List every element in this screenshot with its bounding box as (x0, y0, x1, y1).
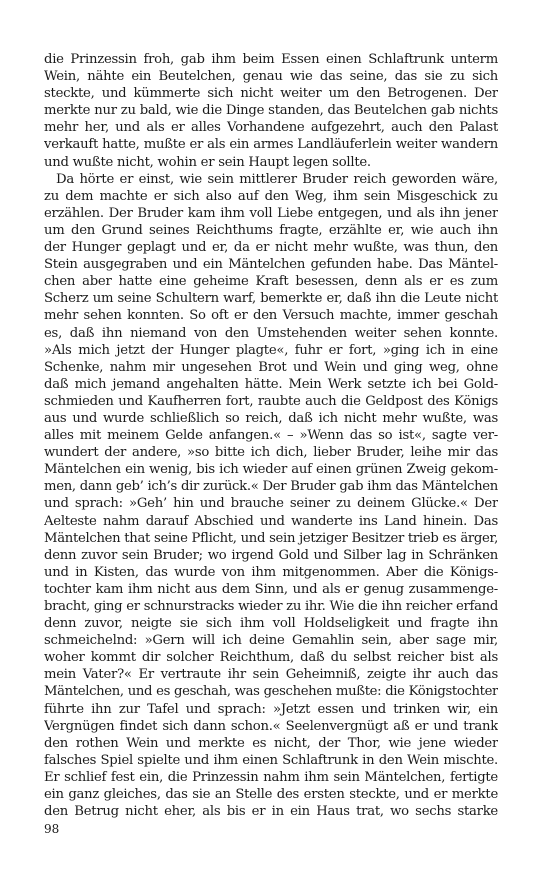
text-line: bracht, ging er schnurstracks wieder zu ihr. Wie die ihn reicher erfand (44, 599, 498, 614)
text-line: Scherz um seine Schultern warf, bemerkte er, daß ihn die Leute nicht (44, 291, 498, 307)
text-line: Mäntelchen, und es geschah, was geschehen mußte: die Königstochter (44, 684, 498, 700)
text-line: steckte, und kümmerte sich nicht weiter um den Betrogenen. Der (44, 86, 498, 102)
paragraph-start-line: Da hörte er einst, wie sein mittlerer Bruder reich geworden wäre, (56, 171, 498, 187)
text-line: Aelteste nahm darauf Abschied und wanderte ins Land hinein. Das (44, 513, 498, 529)
text-line: falsches Spiel spielte und ihm einen Schlaftrunk in den Wein mischte. (44, 752, 498, 768)
text-line: chen aber hatte eine geheime Kraft besessen, denn als er es zum (44, 274, 498, 290)
text-line: und in Kisten, das wurde von ihm mitgenommen. Aber die Königs- (44, 564, 498, 580)
text-line: und sprach: »Geh’ hin und brauche seiner zu deinem Glücke.« Der (44, 496, 498, 512)
text-line: Vergnügen findet sich dann schon.« Seelenvergnügt aß er und trank (44, 718, 498, 734)
page-number: 98 (44, 822, 60, 836)
text-line: wundert der andere, »so bitte ich dich, lieber Bruder, leihe mir das (44, 445, 498, 461)
text-line: Stein ausgegraben und ein Mäntelchen gefunden habe. Das Mäntel- (44, 257, 498, 273)
text-line: Schenke, nahm mir ungesehen Brot und Wein und ging weg, ohne (44, 359, 498, 375)
text-line: Mäntelchen ein wenig, bis ich wieder auf einen grünen Zweig gekom- (44, 462, 498, 478)
text-line: denn zuvor sein Bruder; wo irgend Gold und Silber lag in Schränken (44, 547, 498, 563)
text-line: es, daß ihn niemand von den Umstehenden weiter sehen konnte. (44, 325, 498, 341)
text-line: erzählen. Der Bruder kam ihm voll Liebe entgegen, und als ihn jener (44, 205, 498, 221)
text-line: Er schlief fest ein, die Prinzessin nahm ihm sein Mäntelchen, fertigte (44, 769, 498, 785)
text-line: merkte nur zu bald, wie die Dinge standen, das Beutelchen gab nichts (44, 103, 498, 119)
text-line: mehr sehen konnten. So oft er den Versuch machte, immer geschah (44, 308, 498, 324)
text-line: aus und wurde schließlich so reich, daß ich nicht mehr wußte, was (44, 410, 498, 426)
text-line: alles mit meinem Gelde anfangen.« – »Wenn das so ist«, sagte ver- (44, 428, 498, 444)
text-line: um den Grund seines Reichthums fragte, erzählte er, wie auch ihn (44, 222, 498, 238)
text-line: ein ganz gleiches, das sie an Stelle des ersten steckte, und er merkte (44, 787, 498, 803)
text-line: denn zuvor, neigte sie sich ihm voll Holdseligkeit und fragte ihn (44, 616, 498, 632)
text-line: Wein, nähte ein Beutelchen, genau wie das seine, das sie zu sich (44, 69, 498, 85)
text-line: und wußte nicht, wohin er sein Haupt legen sollte. (44, 154, 371, 170)
text-line: men, dann geb’ ich’s dir zurück.« Der Bruder gab ihm das Mäntelchen (44, 479, 498, 495)
text-line: mehr her, und als er alles Vorhandene aufgezehrt, auch den Palast (44, 120, 498, 136)
text-line: die Prinzessin froh, gab ihm beim Essen einen Schlaftrunk unterm (44, 52, 498, 67)
text-line: schmieden und Kaufherren fort, raubte auch die Geldpost des Königs (44, 393, 498, 409)
text-line: den rothen Wein und merkte es nicht, der Thor, wie jene wieder (44, 735, 498, 751)
text-line: tochter kam ihm nicht aus dem Sinn, und als er genug zusammenge- (44, 581, 498, 597)
text-line: »Als mich jetzt der Hunger plagte«, fuhr er fort, »ging ich in eine (44, 342, 498, 358)
body-text (44, 51, 498, 820)
text-line: Mäntelchen that seine Pflicht, und sein jetziger Besitzer trieb es ärger, (44, 530, 498, 546)
text-line: mein Vater?« Er vertraute ihr sein Geheimniß, zeigte ihr auch das (44, 667, 498, 683)
text-line: zu dem machte er sich also auf den Weg, ihm sein Misgeschick zu (44, 188, 498, 204)
text-line: verkauft hatte, mußte er als ein armes Landläuferlein weiter wandern (44, 137, 498, 153)
text-line: daß mich jemand angehalten hätte. Mein Werk setzte ich bei Gold- (44, 376, 498, 392)
text-line: führte ihn zur Tafel und sprach: »Jetzt essen und trinken wir, ein (44, 701, 498, 717)
text-line: den Betrug nicht eher, als bis er in ein Haus trat, wo sechs starke (44, 804, 498, 820)
text-line: woher kommt dir solcher Reichthum, daß du selbst reicher bist als (44, 650, 498, 666)
text-line: schmeichelnd: »Gern will ich deine Gemahlin sein, aber sage mir, (44, 633, 498, 649)
text-line: der Hunger geplagt und er, da er nicht mehr wußte, was thun, den (44, 240, 498, 256)
